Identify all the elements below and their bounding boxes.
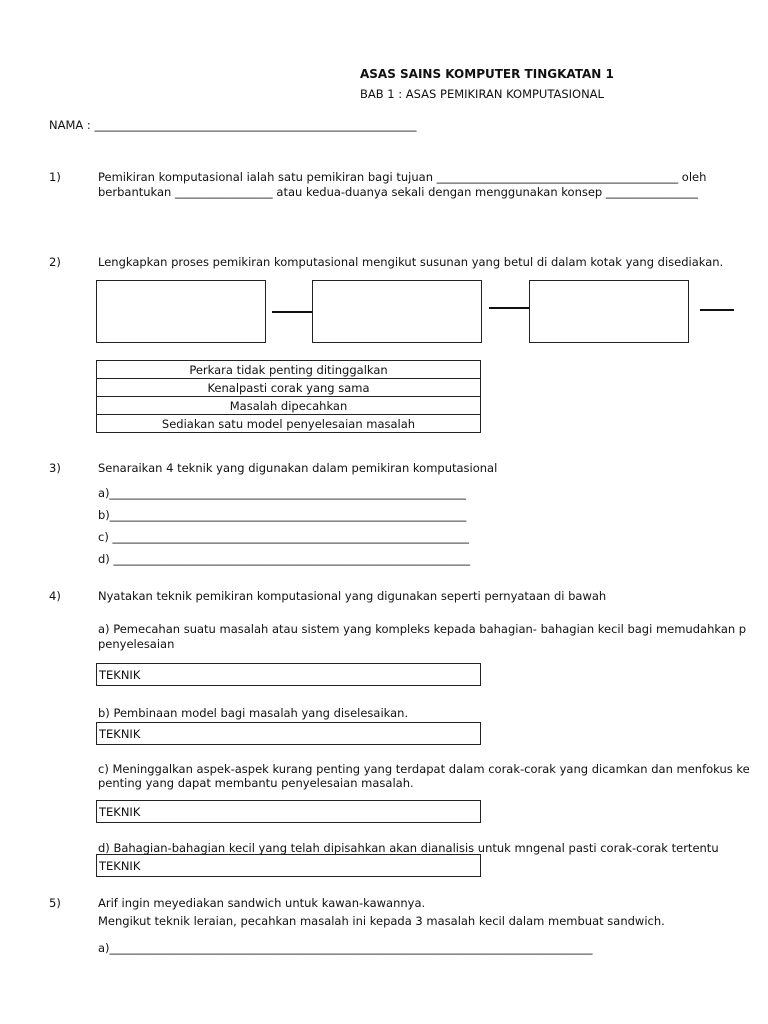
process-box-1[interactable] [96, 280, 266, 343]
q4-question: Nyatakan teknik pemikiran komputasional yang digunakan seperti pernyataan di bawah [98, 589, 607, 603]
q4-b-text: b) Pembinaan model bagi masalah yang diselesaikan. [98, 706, 409, 720]
q1-number: 1) [49, 170, 61, 184]
q5-line-1: Arif ingin meyediakan sandwich untuk kawan-kawannya. [98, 896, 426, 910]
teknik-box-c[interactable]: TEKNIK [96, 800, 481, 823]
q5-number: 5) [49, 896, 61, 910]
table-row [97, 379, 481, 397]
q1-line-2: berbantukan _________________ atau kedua-duanya sekali dengan menggunakan konsep ________________ [98, 185, 698, 199]
option-cell: Perkara tidak penting ditinggalkan [97, 361, 481, 379]
q4-c-line-1: c) Meninggalkan aspek-aspek kurang penting yang terdapat dalam corak-corak yang dicamkan dan menfokus ke [98, 762, 750, 776]
process-box-2[interactable] [312, 280, 482, 343]
q3-answer-b[interactable]: b)______________________________________________________________ [98, 508, 467, 522]
q3-answer-c[interactable]: c) ______________________________________________________________ [98, 530, 469, 544]
q3-question: Senaraikan 4 teknik yang digunakan dalam pemikiran komputasional [98, 461, 498, 475]
option-cell: Kenalpasti corak yang sama [97, 379, 481, 397]
worksheet-subtitle: BAB 1 : ASAS PEMIKIRAN KOMPUTASIONAL [360, 87, 604, 101]
teknik-box-d[interactable]: TEKNIK [96, 854, 481, 877]
q3-number: 3) [49, 461, 61, 475]
table-row [97, 415, 481, 433]
teknik-box-b[interactable]: TEKNIK [96, 722, 481, 745]
option-cell: Sediakan satu model penyelesaian masalah [97, 415, 481, 433]
worksheet-title: ASAS SAINS KOMPUTER TINGKATAN 1 [360, 67, 614, 81]
q5-answer-a[interactable]: a)____________________________________________________________________________________ [98, 941, 593, 955]
q2-number: 2) [49, 255, 61, 269]
table-row [97, 397, 481, 415]
option-cell: Masalah dipecahkan [97, 397, 481, 415]
q3-answer-a[interactable]: a)______________________________________________________________ [98, 486, 467, 500]
arrow-3-stub [700, 309, 734, 311]
q4-a-line-1: a) Pemecahan suatu masalah atau sistem yang kompleks kepada bahagian- bahagian kecil bagi memudahkan p [98, 622, 747, 636]
q2-question: Lengkapkan proses pemikiran komputasional mengikut susunan yang betul di dalam kotak yang disediakan. [98, 255, 724, 269]
table-row [97, 361, 481, 379]
q3-answer-d[interactable]: d) ______________________________________________________________ [98, 552, 470, 566]
process-options-table [96, 360, 481, 433]
teknik-box-a[interactable]: TEKNIK [96, 663, 481, 686]
q4-number: 4) [49, 589, 61, 603]
q1-line-1: Pemikiran komputasional ialah satu pemikiran bagi tujuan __________________________________________ oleh [98, 170, 707, 184]
q4-a-line-2: penyelesaian [98, 637, 175, 651]
q4-c-line-2: penting yang dapat membantu penyelesaian masalah. [98, 776, 414, 790]
q4-d-text: d) Bahagian-bahagian kecil yang telah dipisahkan akan dianalisis untuk mngenal pasti corak-corak tertentu [98, 841, 719, 855]
name-field[interactable]: NAMA : ________________________________________________________ [49, 118, 417, 132]
q5-line-2: Mengikut teknik leraian, pecahkan masalah ini kepada 3 masalah kecil dalam membuat sandwich. [98, 914, 665, 928]
process-box-3[interactable] [529, 280, 689, 343]
